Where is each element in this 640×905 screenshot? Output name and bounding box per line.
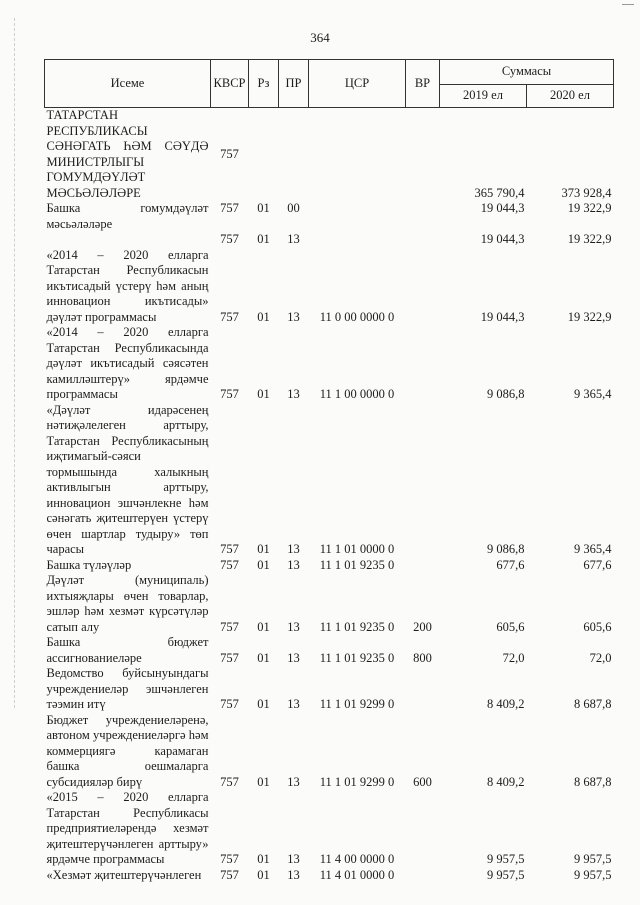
row-rz: 01 <box>257 542 270 556</box>
row-vr <box>406 868 440 884</box>
header-vr: ВР <box>406 60 440 108</box>
row-sum-2020: 605,6 <box>583 619 612 634</box>
table-row <box>45 232 614 248</box>
row-rz: 01 <box>257 774 270 789</box>
row-rz: 01 <box>257 387 270 401</box>
row-sum-2020: 9 365,4 <box>574 542 612 556</box>
header-kvsr: КВСР <box>211 60 249 108</box>
header-year-2019: 2019 ел <box>440 85 527 108</box>
table-row <box>45 868 614 884</box>
row-csr <box>309 232 406 248</box>
row-sum-2019: 8 409,2 <box>487 697 525 711</box>
row-kvsr: 757 <box>220 697 239 711</box>
row-csr: 11 1 01 9235 0 <box>319 557 395 572</box>
row-rz: 01 <box>257 201 270 215</box>
row-pr <box>279 108 309 202</box>
row-rz <box>249 108 279 202</box>
row-sum-2020: 19 322,9 <box>567 232 612 246</box>
row-sum-2020: 8 687,8 <box>574 774 612 789</box>
row-name: Башка түләүләр <box>46 557 132 572</box>
row-name: «Дәүләт идарәсенең нәтиҗәлелеген арттыру, Татарстан Республикасының иҗтимагый-сәяси тормышында халыкның активлыгын арттыру, инновацион эшчәнлекне һәм сәнәгать җитештерүен үстерү өчен шартлар тудыру» төп чарасы <box>46 402 209 556</box>
row-csr: 11 0 00 0000 0 <box>319 309 395 324</box>
row-rz: 01 <box>257 619 270 634</box>
row-csr: 11 4 01 0000 0 <box>319 867 395 882</box>
row-pr: 13 <box>287 232 300 246</box>
row-sum-2019: 365 790,4 <box>474 185 525 200</box>
row-sum-2020: 677,6 <box>583 557 612 572</box>
row-vr <box>406 403 440 558</box>
row-sum-2020: 72,0 <box>589 650 612 665</box>
row-pr: 00 <box>287 201 300 215</box>
table-row <box>45 248 614 326</box>
table-row <box>45 573 614 635</box>
row-kvsr: 757 <box>220 232 239 246</box>
row-csr <box>309 201 406 232</box>
row-vr <box>406 325 440 403</box>
table-row <box>45 558 614 574</box>
row-rz: 01 <box>257 852 270 866</box>
row-pr: 13 <box>287 774 300 789</box>
row-csr: 11 1 01 0000 0 <box>319 542 395 556</box>
row-pr: 13 <box>287 867 300 882</box>
header-rz: Рз <box>249 60 279 108</box>
row-kvsr: 757 <box>220 387 239 401</box>
row-pr: 13 <box>287 309 300 324</box>
row-vr <box>406 201 440 232</box>
row-sum-2019: 9 086,8 <box>487 542 525 556</box>
scan-binding-edge <box>14 18 16 708</box>
header-sums: Суммасы <box>440 60 614 85</box>
row-vr: 200 <box>413 619 432 634</box>
table-row <box>45 108 614 202</box>
row-pr: 13 <box>287 557 300 572</box>
row-rz: 01 <box>257 309 270 324</box>
row-sum-2019: 72,0 <box>502 650 525 665</box>
row-kvsr: 757 <box>220 146 239 161</box>
row-name <box>45 232 211 248</box>
budget-table <box>44 59 614 883</box>
row-rz: 01 <box>257 232 270 246</box>
row-kvsr: 757 <box>220 619 239 634</box>
row-csr: 11 1 01 9235 0 <box>319 650 395 665</box>
row-sum-2020: 8 687,8 <box>574 697 612 711</box>
row-vr <box>406 248 440 326</box>
row-csr: 11 1 00 0000 0 <box>319 387 395 401</box>
table-row <box>45 403 614 558</box>
row-kvsr: 757 <box>220 309 239 324</box>
row-sum-2019: 19 044,3 <box>480 201 525 215</box>
row-name: Бюджет учреждениеләренә, автоном учреждениеләргә һәм коммерциягә карамаган башка оешмаларга субсидияләр бирү <box>46 712 209 789</box>
header-name: Исеме <box>45 60 211 108</box>
row-csr: 11 1 01 9299 0 <box>319 774 395 789</box>
row-sum-2020: 19 322,9 <box>567 309 612 324</box>
row-csr <box>309 108 406 202</box>
row-sum-2019: 605,6 <box>496 619 525 634</box>
row-vr <box>406 790 440 868</box>
row-pr: 13 <box>287 697 300 711</box>
row-sum-2019: 19 044,3 <box>480 232 525 246</box>
row-vr <box>406 232 440 248</box>
row-rz: 01 <box>257 557 270 572</box>
row-sum-2020: 9 957,5 <box>574 867 612 882</box>
row-pr: 13 <box>287 387 300 401</box>
scan-artifact <box>622 4 634 5</box>
page-number: 364 <box>310 30 330 45</box>
row-sum-2020: 9 365,4 <box>574 387 612 401</box>
row-kvsr: 757 <box>220 650 239 665</box>
row-vr <box>406 666 440 713</box>
row-kvsr: 757 <box>220 852 239 866</box>
row-rz: 01 <box>257 697 270 711</box>
row-pr: 13 <box>287 619 300 634</box>
row-kvsr: 757 <box>220 774 239 789</box>
row-vr: 600 <box>413 774 432 789</box>
table-header <box>45 60 614 108</box>
row-name: Башка гомумдәүләт мәсьәләләре <box>46 201 209 231</box>
row-sum-2019: 19 044,3 <box>480 309 525 324</box>
header-year-2020: 2020 ел <box>527 85 614 108</box>
table-row <box>45 201 614 232</box>
row-name: «2015 – 2020 елларга Татарстан Республикасы предприятиеләрендә хезмәт җитештерүчәнлеген арттыру» ярдәмче программасы <box>46 790 209 866</box>
row-vr: 800 <box>413 650 432 665</box>
row-sum-2019: 677,6 <box>496 557 525 572</box>
table-row <box>45 790 614 868</box>
row-kvsr: 757 <box>220 557 239 572</box>
table-body <box>45 108 614 884</box>
row-name: Дәүләт (муниципаль) ихтыяҗлары өчен товарлар, эшләр һәм хезмәт күрсәтүләр сатып алу <box>46 573 209 634</box>
row-name: «2014 – 2020 елларга Татарстан Республикасында дәүләт икътисадый сәясәтен камилләштерү» ярдәмче программасы <box>46 325 209 401</box>
row-name: «Хезмәт җитештерүчәнлеген <box>46 867 202 882</box>
row-vr <box>406 108 440 202</box>
row-rz: 01 <box>257 650 270 665</box>
row-sum-2020: 9 957,5 <box>574 852 612 866</box>
row-sum-2019: 8 409,2 <box>487 774 525 789</box>
row-name: Башка бюджет ассигнованиеләре <box>46 635 209 665</box>
row-name: ТАТАРСТАН РЕСПУБЛИКАСЫ СӘНӘГАТЬ ҺӘМ СӘҮДӘ МИНИСТРЛЫГЫ ГОМУМДӘҮЛӘТ МӘСЬӘЛӘЛӘРЕ <box>46 108 209 200</box>
row-pr: 13 <box>287 542 300 556</box>
table-row <box>45 325 614 403</box>
row-pr: 13 <box>287 650 300 665</box>
row-csr: 11 1 01 9299 0 <box>319 697 395 711</box>
row-sum-2019: 9 957,5 <box>487 852 525 866</box>
row-rz: 01 <box>257 867 270 882</box>
row-sum-2020: 373 928,4 <box>561 185 612 200</box>
header-pr: ПР <box>279 60 309 108</box>
row-kvsr: 757 <box>220 542 239 556</box>
row-kvsr: 757 <box>220 867 239 882</box>
row-kvsr: 757 <box>220 201 239 215</box>
row-pr: 13 <box>287 852 300 866</box>
header-csr: ЦСР <box>309 60 406 108</box>
row-csr: 11 4 00 0000 0 <box>319 852 395 866</box>
row-name: Ведомство буйсынуындагы учреждениеләр эшчәнлеген тәэмин итү <box>46 666 209 711</box>
row-vr <box>406 558 440 574</box>
row-sum-2020: 19 322,9 <box>567 201 612 215</box>
table-row <box>45 635 614 666</box>
row-name: «2014 – 2020 елларга Татарстан Республикасын икътисадый үстерү һәм аның инновацион икътисады» дәүләт программасы <box>46 247 209 324</box>
table-row <box>45 666 614 713</box>
row-csr: 11 1 01 9235 0 <box>319 619 395 634</box>
row-sum-2019: 9 086,8 <box>487 387 525 401</box>
row-sum-2019: 9 957,5 <box>487 867 525 882</box>
table-row <box>45 713 614 791</box>
